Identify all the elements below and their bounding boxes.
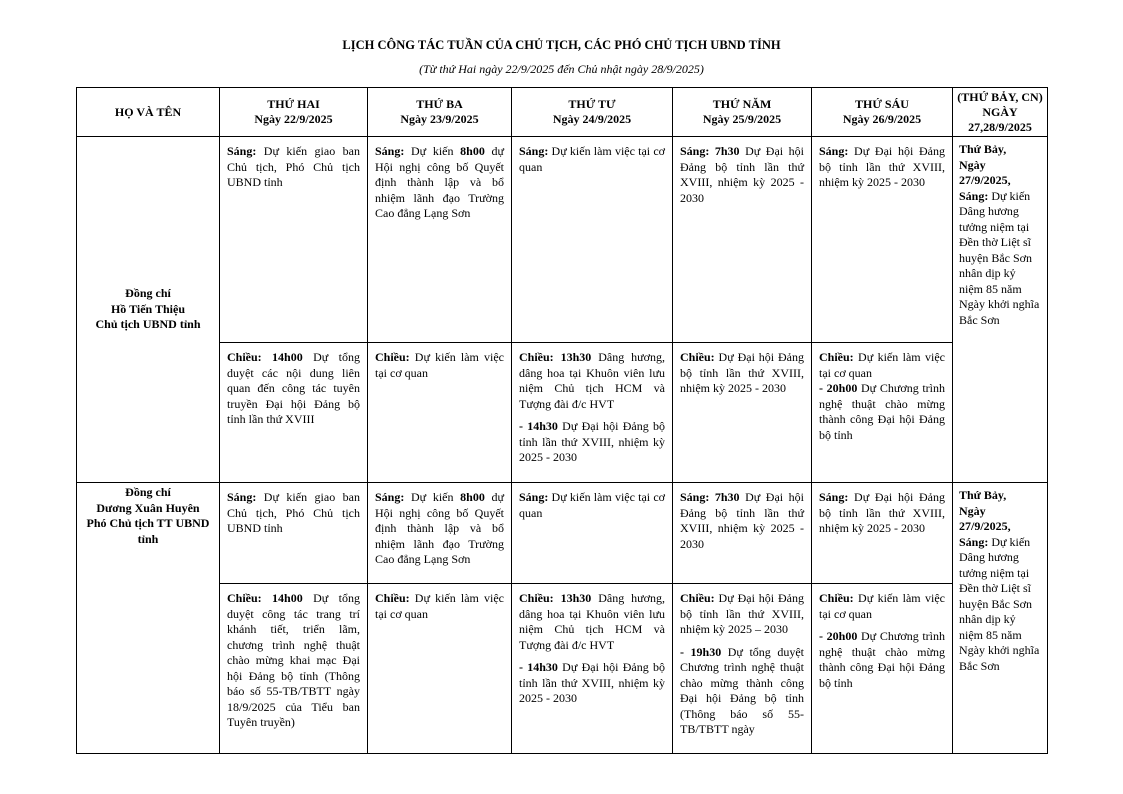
header-row: [77, 88, 1048, 137]
friday-morning: Sáng: Dự Đại hội Đảng bộ tỉnh lần thứ XVIII, nhiệm kỳ 2025 - 2030: [812, 137, 953, 343]
schedule-table: [76, 87, 1048, 754]
monday-afternoon: Chiều: 14h00 Dự tổng duyệt công tác trang trí khánh tiết, triển lãm, chương trình nghệ thuật chào mừng khai mạc Đại hội Đảng bộ tỉnh (Thông báo số 55-TB/TBTT ngày 18/9/2025 của Tiểu ban Tuyên truyền): [220, 584, 368, 754]
wednesday-morning: Sáng: Dự kiến làm việc tại cơ quan: [512, 483, 673, 584]
header-weekend: (THỨ BẢY, CN) NGÀY 27,28/9/2025: [953, 88, 1048, 137]
tuesday-morning: Sáng: Dự kiến 8h00 dự Hội nghị công bố Quyết định thành lập và bổ nhiệm lãnh đạo Trường Cao đẳng Lạng Sơn: [368, 137, 512, 343]
tuesday-morning: Sáng: Dự kiến 8h00 dự Hội nghị công bố Quyết định thành lập và bổ nhiệm lãnh đạo Trường Cao đẳng Lạng Sơn: [368, 483, 512, 584]
weekend-cell: Thứ Bảy, Ngày 27/9/2025, Sáng: Dự kiến Dâng hương tưởng niệm tại Đền thờ Liệt sĩ huyện Bắc Sơn nhân dịp kỷ niệm 85 năm Ngày khởi nghĩa Bắc Sơn: [953, 137, 1048, 483]
header-thursday: THỨ NĂM Ngày 25/9/2025: [673, 88, 812, 137]
tuesday-afternoon: Chiều: Dự kiến làm việc tại cơ quan: [368, 343, 512, 483]
header-monday: THỨ HAI Ngày 22/9/2025: [220, 88, 368, 137]
person-name-cell: Đồng chí Dương Xuân Huyên Phó Chủ tịch TT UBND tỉnh: [77, 483, 220, 754]
thursday-afternoon: Chiều: Dự Đại hội Đảng bộ tỉnh lần thứ XVIII, nhiệm kỳ 2025 - 2030: [673, 343, 812, 483]
monday-afternoon: Chiều: 14h00 Dự tổng duyệt các nội dung liên quan đến công tác tuyên truyền Đại hội Đảng bộ tỉnh lần thứ XVIII: [220, 343, 368, 483]
header-friday: THỨ SÁU Ngày 26/9/2025: [812, 88, 953, 137]
table-row: [77, 343, 1048, 483]
thursday-morning: Sáng: 7h30 Dự Đại hội Đảng bộ tỉnh lần thứ XVIII, nhiệm kỳ 2025 - 2030: [673, 137, 812, 343]
friday-afternoon: Chiều: Dự kiến làm việc tại cơ quan - 20h00 Dự Chương trình nghệ thuật chào mừng thành công Đại hội Đảng bộ tỉnh: [812, 343, 953, 483]
monday-morning: Sáng: Dự kiến giao ban Chủ tịch, Phó Chủ tịch UBND tỉnh: [220, 137, 368, 343]
header-name: HỌ VÀ TÊN: [77, 88, 220, 137]
table-row: [77, 483, 1048, 584]
person-name-cell: Đồng chí Hồ Tiến Thiệu Chủ tịch UBND tỉnh: [77, 137, 220, 483]
thursday-afternoon: Chiều: Dự Đại hội Đảng bộ tỉnh lần thứ XVIII, nhiệm kỳ 2025 – 2030 - 19h30 Dự tổng duyệt Chương trình nghệ thuật chào mừng thành công Đại hội Đảng bộ tỉnh (Thông báo số 55-TB/TBTT ngày: [673, 584, 812, 754]
document-subtitle: (Từ thứ Hai ngày 22/9/2025 đến Chủ nhật ngày 28/9/2025): [419, 62, 704, 76]
friday-morning: Sáng: Dự Đại hội Đảng bộ tỉnh lần thứ XVIII, nhiệm kỳ 2025 - 2030: [812, 483, 953, 584]
document-title: LỊCH CÔNG TÁC TUẦN CỦA CHỦ TỊCH, CÁC PHÓ CHỦ TỊCH UBND TỈNH: [342, 38, 781, 52]
monday-morning: Sáng: Dự kiến giao ban Chủ tịch, Phó Chủ tịch UBND tỉnh: [220, 483, 368, 584]
wednesday-afternoon: Chiều: 13h30 Dâng hương, dâng hoa tại Khuôn viên lưu niệm Chủ tịch HCM và Tượng đài đ/c HVT - 14h30 Dự Đại hội Đảng bộ tỉnh lần thứ XVIII, nhiệm kỳ 2025 - 2030: [512, 584, 673, 754]
friday-afternoon: Chiều: Dự kiến làm việc tại cơ quan - 20h00 Dự Chương trình nghệ thuật chào mừng thành công Đại hội Đảng bộ tỉnh: [812, 584, 953, 754]
wednesday-afternoon: Chiều: 13h30 Dâng hương, dâng hoa tại Khuôn viên lưu niệm Chủ tịch HCM và Tượng đài đ/c HVT - 14h30 Dự Đại hội Đảng bộ tỉnh lần thứ XVIII, nhiệm kỳ 2025 - 2030: [512, 343, 673, 483]
thursday-morning: Sáng: 7h30 Dự Đại hội Đảng bộ tỉnh lần thứ XVIII, nhiệm kỳ 2025 - 2030: [673, 483, 812, 584]
table-row: [77, 137, 1048, 343]
header-tuesday: THỨ BA Ngày 23/9/2025: [368, 88, 512, 137]
weekend-cell: Thứ Bảy, Ngày 27/9/2025, Sáng: Dự kiến Dâng hương tưởng niệm tại Đền thờ Liệt sĩ huyện Bắc Sơn nhân dịp kỷ niệm 85 năm Ngày khởi nghĩa Bắc Sơn: [953, 483, 1048, 754]
wednesday-morning: Sáng: Dự kiến làm việc tại cơ quan: [512, 137, 673, 343]
table-row: [77, 584, 1048, 754]
header-wednesday: THỨ TƯ Ngày 24/9/2025: [512, 88, 673, 137]
tuesday-afternoon: Chiều: Dự kiến làm việc tại cơ quan: [368, 584, 512, 754]
